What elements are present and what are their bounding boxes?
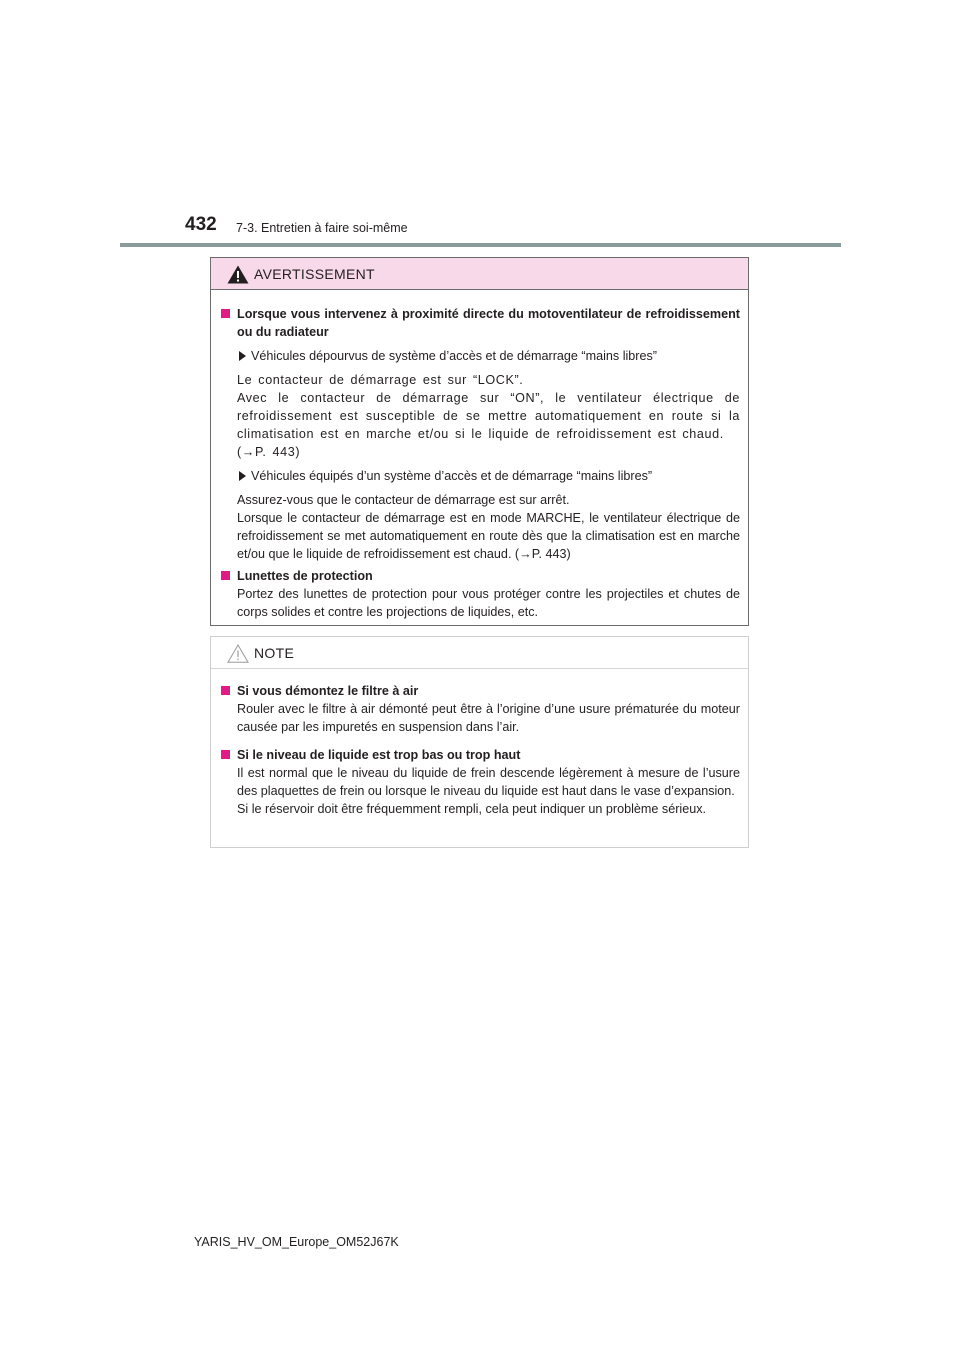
warning-paragraph: Portez des lunettes de protection pour vous protéger contre les projectiles et chutes de corps solides et contre les projections de liquides, etc. — [237, 587, 740, 619]
note-header — [211, 637, 748, 669]
triangle-bullet-icon — [239, 351, 246, 361]
bullet-square-icon — [221, 571, 230, 580]
bullet-square-icon — [221, 750, 230, 759]
note-body — [211, 669, 748, 818]
header-rule — [120, 243, 841, 247]
note-box — [210, 636, 749, 848]
note-item-heading: Si vous démontez le filtre à air — [219, 682, 740, 700]
warning-paragraph: Le contacteur de démarrage est sur “LOCK”. Avec le contacteur de démarrage sur “ON”, le ventilateur électrique de refroidissement est susceptible de se mettre automatiquement en route si la climatisation est en marche et/ou si le liquide de refroidissement est chaud. (→P. 443) — [237, 373, 740, 459]
note-paragraph: Il est normal que le niveau du liquide de frein descende légèrement à mesure de l’usure des plaquettes de frein ou lorsque le niveau du liquide est haut dans le vase d’expansion. Si le réservoir doit être fréquemment rempli, cela peut indiquer un problème sérieux. — [237, 766, 740, 816]
footer-doc-code: YARIS_HV_OM_Europe_OM52J67K — [194, 1235, 399, 1249]
warning-item-heading: Lunettes de protection — [219, 567, 740, 585]
warning-paragraph: Assurez-vous que le contacteur de démarrage est sur arrêt. Lorsque le contacteur de démarrage est en mode MARCHE, le ventilateur électrique de refroidissement se met automatiquement en route dès que la climatisation est en marche et/ou que le liquide de refroidissement est chaud. (→P. 443) — [237, 493, 740, 561]
note-paragraph: Rouler avec le filtre à air démonté peut être à l’origine d’une usure prématurée du moteur causée par les impuretés en suspension dans l’air. — [237, 702, 740, 734]
warning-box — [210, 257, 749, 626]
note-title: NOTE — [254, 645, 295, 661]
warning-triangle-icon — [227, 265, 249, 284]
note-item-heading: Si le niveau de liquide est trop bas ou trop haut — [219, 746, 740, 764]
bullet-square-icon — [221, 686, 230, 695]
warning-item-heading: Lorsque vous intervenez à proximité directe du motoventilateur de refroidissement ou du radiateur — [219, 305, 740, 341]
bullet-square-icon — [221, 309, 230, 318]
warning-subheading: Véhicules équipés d’un système d’accès et de démarrage “mains libres” — [219, 467, 740, 485]
page-number: 432 — [185, 214, 217, 235]
section-title: 7-3. Entretien à faire soi-même — [236, 221, 408, 235]
warning-body — [211, 290, 748, 621]
triangle-bullet-icon — [239, 471, 246, 481]
warning-subheading: Véhicules dépourvus de système d’accès et de démarrage “mains libres” — [219, 347, 740, 365]
warning-header — [211, 258, 748, 290]
warning-title: AVERTISSEMENT — [254, 266, 375, 282]
caution-outline-icon — [227, 644, 249, 663]
